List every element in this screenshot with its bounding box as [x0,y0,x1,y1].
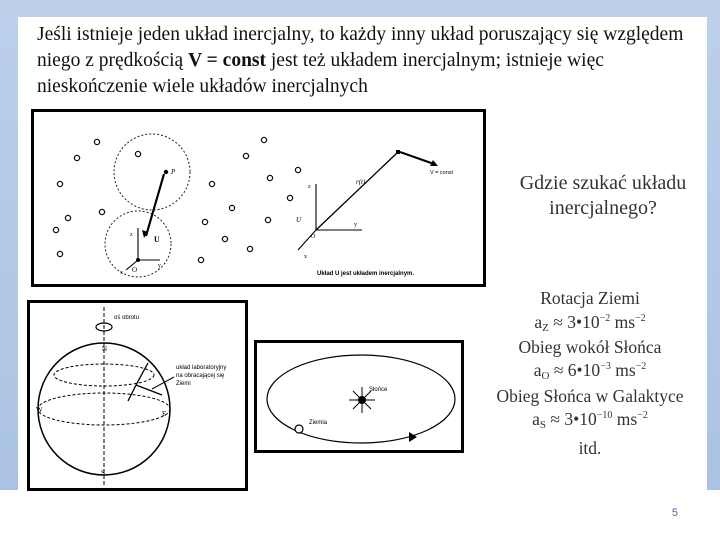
orbit-direction-arrow [409,432,417,442]
label-z-right: z [308,184,311,190]
page-number: 5 [671,507,678,519]
label-v-const: V = const [430,170,454,176]
v-const-arrow [400,152,434,164]
label-o-right: O [311,234,316,240]
moving-point [396,150,400,154]
item-title: Rotacja Ziemi [540,288,640,308]
rotating-earth-diagram [30,303,245,488]
heading-bold-const: V = const [188,50,267,71]
label-south: S [101,469,105,477]
label-y-right: y [354,222,357,228]
label-lab-frame: układ laboratoryjny na obracającej się Ziemi [176,365,227,387]
velocity-line [146,174,164,236]
item-acceleration: $a_Z$ ≈ $3•10^{-2}$ $ms^{-2}$ [534,311,646,334]
label-x-right: x [304,254,307,260]
label-z: z [130,232,133,238]
label-u-right: U [296,216,302,224]
label-axis: oś obrotu [114,315,140,321]
slide-footer [0,490,720,540]
heading-text-1: Jeśli istnieje jeden układ inercjalny, to każdy inny układ poruszający się względem niego z prędkością [37,24,684,71]
sun-disk [358,396,366,404]
label-west: W [36,406,43,414]
slide-heading [37,22,707,100]
label-y: y [158,263,161,269]
heading-text-2: jest też układem inercjalnym; istnieje więc nieskończenie wiele układów inercjalnych [37,50,604,97]
label-r-t: r(t) [356,178,366,186]
figure-caption: Układ U jest układem inercjalnym. [317,271,415,277]
figure-earth-orbit [254,340,464,453]
earth-icon [295,425,303,433]
label-o: O [132,266,138,274]
frame-circles [105,134,190,277]
point-p-marker [164,170,168,174]
position-vector [316,152,398,230]
label-north: N [102,345,108,353]
label-earth: Ziemia [309,420,328,426]
earth-orbit-diagram [257,343,461,450]
question-text: Gdzie szukać układu inercjalnego? [519,172,687,219]
acceleration-list [473,289,707,459]
label-p: P [171,168,176,176]
figure-rotating-earth [27,300,248,491]
item-acceleration: $a_S$ ≈ $3•10^{-10}$ $ms^{-2}$ [532,408,648,431]
label-x: x [120,270,123,276]
scattered-points [53,137,300,262]
label-east: E [162,410,167,418]
item-galaxy-orbit [473,387,707,436]
figure-inertial-frames [31,109,486,287]
origin-o-marker [136,258,140,262]
item-sun-orbit [473,338,707,387]
label-u: U [154,235,160,244]
slide [18,17,707,490]
item-title: Obieg Słońca w Galaktyce [496,385,684,406]
item-title: Obieg wokół Słońca [518,336,662,357]
inertial-frames-diagram [34,112,483,284]
etc-text: itd. [578,438,602,459]
label-sun: Słońce [369,387,388,393]
item-earth-rotation [473,289,707,338]
item-acceleration: $a_O$ ≈ $6•10^{-3}$ $ms^{-2}$ [533,360,647,383]
